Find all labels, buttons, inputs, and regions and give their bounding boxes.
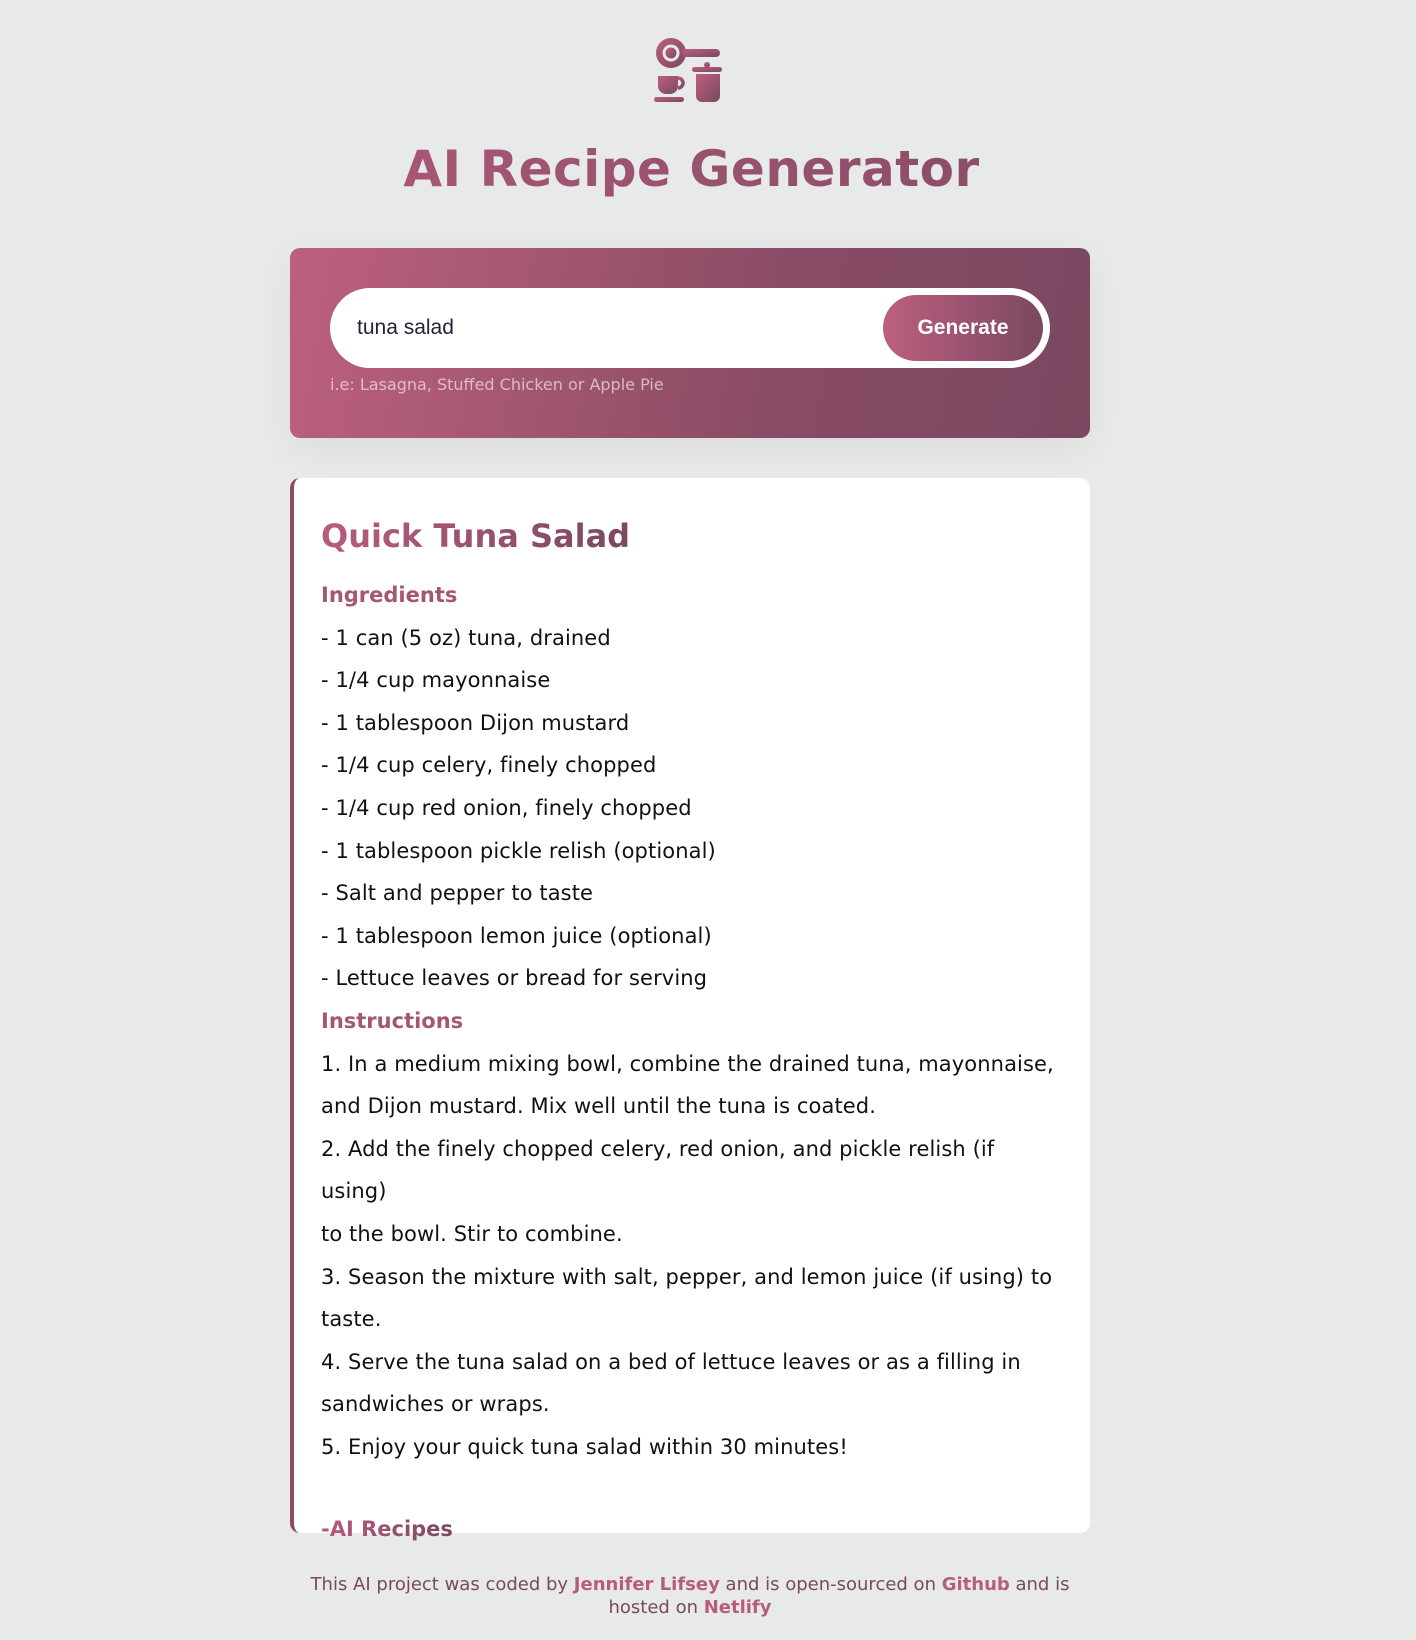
instruction-line: taste. (321, 1307, 382, 1332)
ingredient-item: - 1/4 cup red onion, finely chopped (321, 795, 692, 820)
search-form (330, 288, 1050, 368)
ingredient-item: - Salt and pepper to taste (321, 881, 594, 906)
recipe-card (290, 478, 1090, 1542)
generate-button[interactable]: Generate (883, 295, 1043, 361)
ingredients-list (321, 617, 1064, 1000)
footer-text: and is hosted on (608, 1574, 1070, 1618)
ingredient-item: - 1 tablespoon lemon juice (optional) (321, 923, 712, 948)
instruction-line: to the bowl. Stir to combine. (321, 1221, 623, 1246)
footer (290, 1573, 1090, 1619)
footer-text: This AI project was coded by (310, 1574, 574, 1595)
search-input[interactable] (335, 293, 875, 363)
ingredient-item: - 1/4 cup celery, finely chopped (321, 753, 657, 778)
recipe-title: Quick Tuna Salad (321, 517, 631, 555)
instructions-list (321, 1043, 1064, 1469)
search-panel (290, 248, 1090, 438)
instructions-heading: Instructions (321, 1008, 464, 1033)
instruction-line: 4. Serve the tuna salad on a bed of lettuce leaves or as a filling in (321, 1349, 1021, 1374)
instruction-line: 3. Season the mixture with salt, pepper, and lemon juice (if using) to (321, 1264, 1053, 1289)
ingredient-item: - 1 tablespoon Dijon mustard (321, 710, 630, 735)
instruction-line: 5. Enjoy your quick tuna salad within 30 minutes! (321, 1434, 848, 1459)
instruction-line: sandwiches or wraps. (321, 1392, 550, 1417)
footer-text: and is open-sourced on (719, 1574, 942, 1595)
ingredient-item: - 1 can (5 oz) tuna, drained (321, 625, 611, 650)
netlify-link[interactable]: Netlify (703, 1597, 772, 1618)
recipe-signature: -AI Recipes (321, 1508, 453, 1550)
cooking-utensils-icon (652, 36, 724, 106)
ingredient-item: - 1 tablespoon pickle relish (optional) (321, 838, 716, 863)
page-title: AI Recipe Generator (0, 140, 1383, 198)
ingredient-item: - 1/4 cup mayonnaise (321, 668, 551, 693)
ingredients-heading: Ingredients (321, 583, 458, 607)
instruction-line: and Dijon mustard. Mix well until the tuna is coated. (321, 1094, 877, 1119)
github-link[interactable]: Github (941, 1574, 1010, 1595)
instruction-line: 2. Add the finely chopped celery, red onion, and pickle relish (if using) (321, 1136, 995, 1204)
instruction-line: 1. In a medium mixing bowl, combine the drained tuna, mayonnaise, (321, 1051, 1054, 1076)
author-link[interactable]: Jennifer Lifsey (573, 1574, 720, 1595)
search-hint: i.e: Lasagna, Stuffed Chicken or Apple Pie (330, 375, 664, 394)
ingredient-item: - Lettuce leaves or bread for serving (321, 966, 708, 991)
